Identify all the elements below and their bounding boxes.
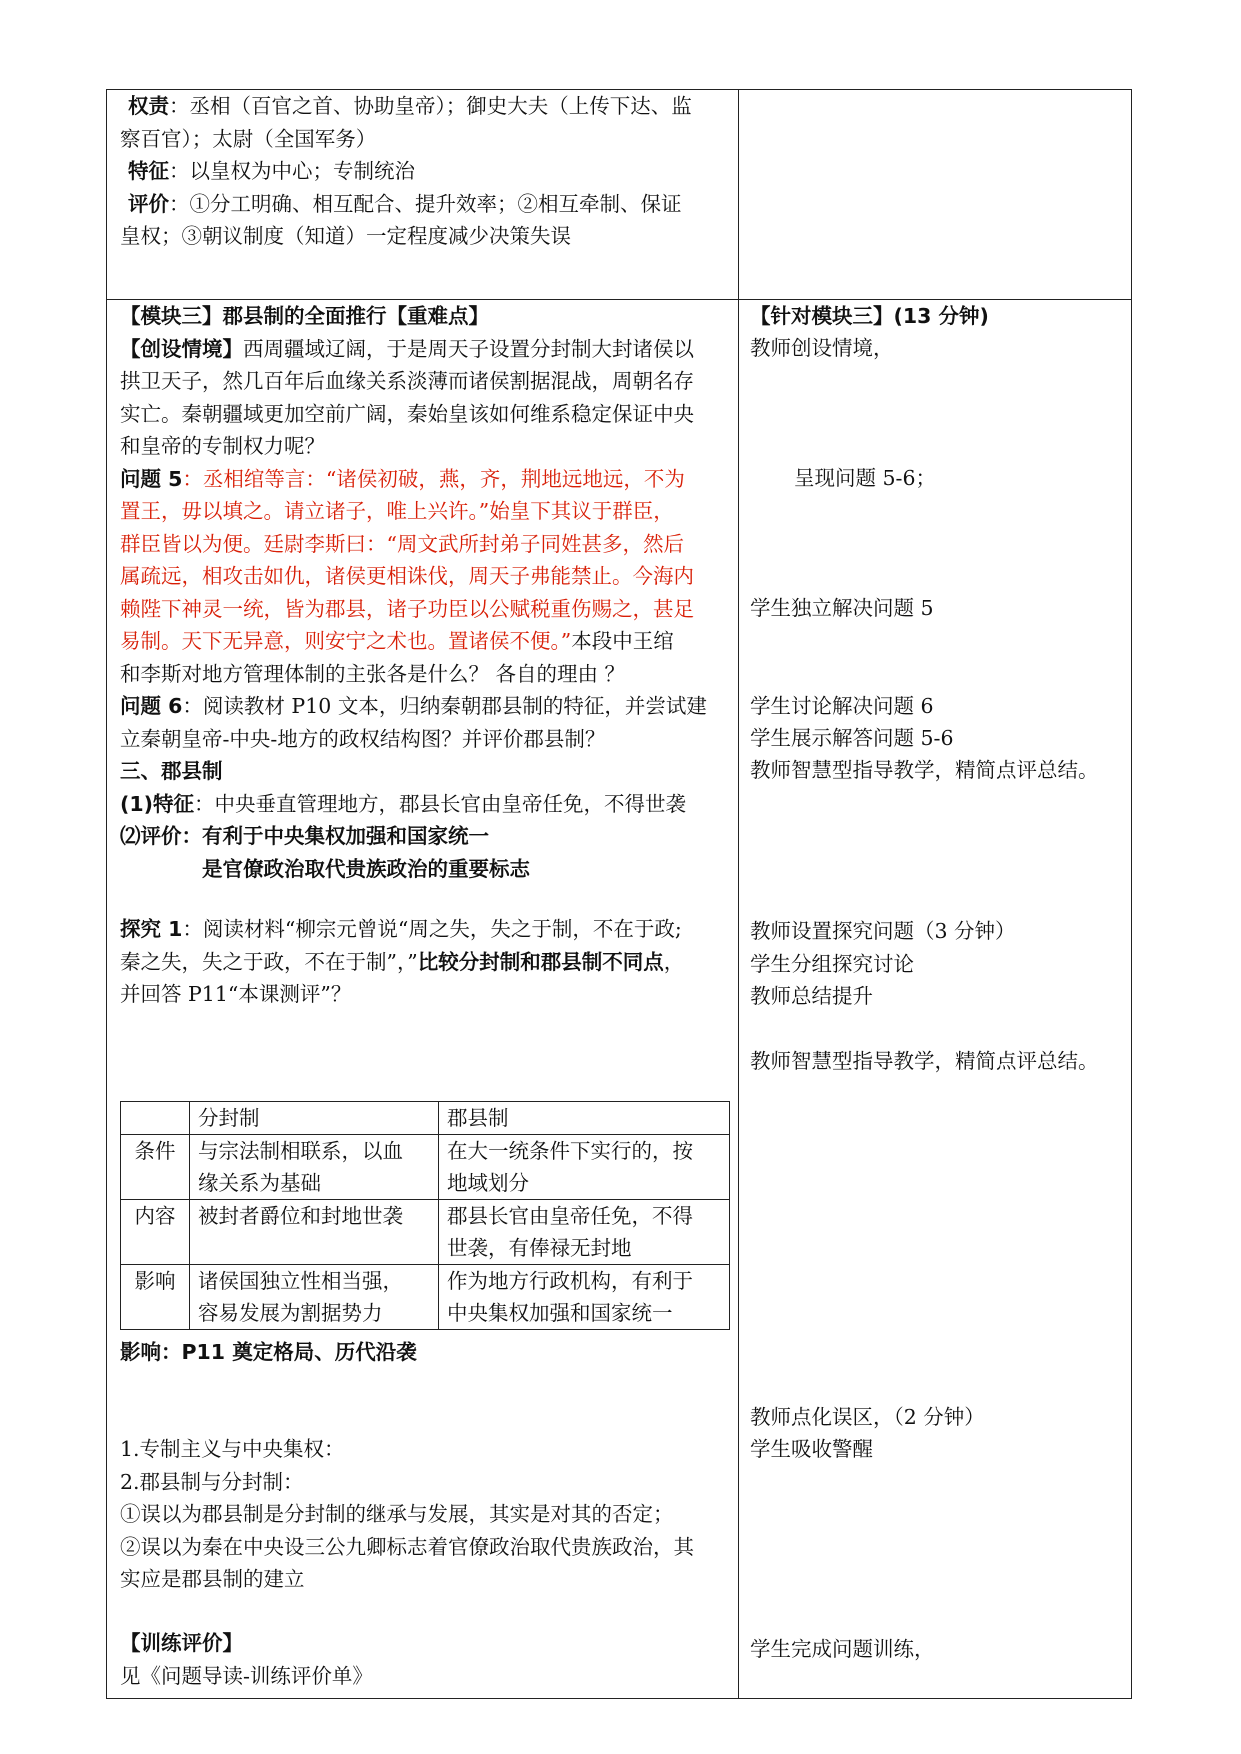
text: ：以皇权为中心；专制统治 — [169, 159, 415, 183]
table-cell: 与宗法制相联系，以血 缘关系为基础 — [190, 1135, 439, 1200]
text: 学生讨论解决问题 6 — [750, 694, 934, 718]
table-row — [121, 1200, 730, 1265]
text: 学生完成问题训练， — [750, 1637, 935, 1661]
label-features: 特征 — [128, 159, 169, 183]
text: 本段中王绾 — [571, 629, 674, 653]
text: 学生吸收警醒 — [750, 1437, 873, 1461]
table-row-label: 条件 — [121, 1135, 190, 1200]
question5-label: 问题 5 — [120, 466, 183, 491]
evaluation-label: ⑵评价： — [120, 824, 202, 848]
section3-title: 三、郡县制 — [120, 759, 223, 783]
text: 赖陛下神灵一统，皆为郡县，诸子功臣以公赋税重伤赐之，甚足 — [120, 596, 694, 621]
question6-label: 问题 6 — [120, 694, 183, 718]
text: ：阅读材料“柳宗元曾说“周之失，失之于制，不在于政; — [182, 917, 682, 941]
table-header-cell: 郡县制 — [439, 1102, 730, 1135]
table-header-cell: 分封制 — [190, 1102, 439, 1135]
text: 2.郡县制与分封制： — [120, 1469, 304, 1494]
comparison-table — [120, 1101, 730, 1330]
label-duties: 权责 — [128, 94, 169, 118]
text: 并回答 P11“本课测评”？ — [120, 982, 352, 1006]
text: 实应是郡县制的建立 — [120, 1567, 305, 1591]
text: 立秦朝皇帝-中央-地方的政权结构图？并评价郡县制？ — [120, 726, 606, 751]
text: 比较分封制和郡县制不同点 — [417, 949, 664, 974]
training-section — [120, 1627, 730, 1692]
label-evaluation: 评价 — [128, 191, 169, 216]
table-cell: 诸侯国独立性相当强， 容易发展为割据势力 — [190, 1265, 439, 1330]
table-row — [121, 1102, 730, 1135]
table-cell: 在大一统条件下实行的，按 地域划分 — [439, 1135, 730, 1200]
text: 拱卫天子，然几百年后血缘关系淡薄而诸侯割据混战，周朝名存 — [120, 369, 694, 393]
text: 是官僚政治取代贵族政治的重要标志 — [202, 856, 530, 881]
text: 教师点化误区，（2 分钟） — [750, 1405, 985, 1429]
feature-label: (1)特征 — [120, 791, 195, 816]
text: 属疏远，相攻击如仇，诸侯更相诛伐，周天子弗能禁止。今海内 — [120, 564, 694, 588]
table-row-label: 内容 — [121, 1200, 190, 1265]
text: ：①分工明确、相互配合、提升效率；②相互牵制、保证 — [169, 191, 682, 216]
table-cell: 作为地方行政机构，有利于 中央集权加强和国家统一 — [439, 1265, 730, 1330]
misconceptions-section — [120, 1433, 730, 1596]
text: ：丞相绾等言：“诸侯初破，燕，齐，荆地远地远，不为 — [182, 466, 685, 491]
text: 教师智慧型指导教学，精简点评总结。 — [750, 1049, 1099, 1073]
inquiry-section — [120, 913, 730, 1011]
table-row — [121, 1265, 730, 1330]
text: 教师智慧型指导教学，精简点评总结。 — [750, 758, 1099, 782]
text: ， — [663, 949, 685, 974]
inquiry-label: 探究 1 — [120, 917, 183, 941]
text: 见《问题导读-训练评价单》 — [120, 1663, 373, 1688]
text: 学生分组探究讨论 — [750, 952, 914, 976]
text: ：丞相（百官之首、协助皇帝）；御史大夫（上传下达、监 — [169, 94, 692, 118]
text: 学生展示解答问题 5-6 — [750, 726, 954, 750]
table-row — [121, 1135, 730, 1200]
impact-line — [120, 1336, 730, 1369]
text: 和皇帝的专制权力呢？ — [120, 434, 325, 458]
scenario-label: 【创设情境】 — [120, 336, 243, 361]
text: 易制。天下无异意，则安宁之术也。置诸侯不便。” — [120, 629, 572, 653]
text: 置王，毋以填之。请立诸子，唯上兴许。”始皇下其议于群臣， — [120, 499, 674, 523]
module3-section — [120, 300, 730, 885]
text: ②误以为秦在中央设三公九卿标志着官僚政治取代贵族政治，其 — [120, 1534, 694, 1559]
text: 教师创设情境， — [750, 336, 894, 360]
text: 有利于中央集权加强和国家统一 — [202, 824, 489, 848]
table-cell: 被封者爵位和封地世袭 — [190, 1200, 439, 1265]
text: 学生独立解决问题 5 — [750, 596, 934, 620]
text: 影响：P11 奠定格局、历代沿袭 — [120, 1340, 417, 1364]
table-cell: 郡县长官由皇帝任免，不得 世袭，有俸禄无封地 — [439, 1200, 730, 1265]
text: ：中央垂直管理地方，郡县长官由皇帝任免，不得世袭 — [194, 791, 687, 816]
text: ①误以为郡县制是分封制的继承与发展，其实是对其的否定； — [120, 1502, 674, 1526]
text: 皇权；③朝议制度（知道）一定程度减少决策失误 — [120, 224, 571, 248]
text: 察百官）；太尉（全国军务） — [120, 126, 377, 151]
text: 1.专制主义与中央集权： — [120, 1437, 345, 1461]
text: 实亡。秦朝疆域更加空前广阔，秦始皇该如何维系稳定保证中央 — [120, 401, 694, 426]
text: 群臣皆以为便。廷尉李斯曰：“周文武所封弟子同姓甚多，然后 — [120, 531, 684, 556]
text: 秦之失，失之于政，不在于制”，” — [120, 949, 418, 974]
table-row-label: 影响 — [121, 1265, 190, 1330]
table-header-cell — [121, 1102, 190, 1135]
teacher-notes-title: 【针对模块三】(13 分钟) — [750, 304, 989, 328]
training-title: 【训练评价】 — [120, 1631, 243, 1655]
text: 教师总结提升 — [750, 984, 873, 1008]
text: ：阅读教材 P10 文本，归纳秦朝郡县制的特征，并尝试建 — [182, 694, 707, 718]
text: 教师设置探究问题（3 分钟） — [750, 919, 1016, 943]
text: 和李斯对地方管理体制的主张各是什么？ 各自的理由 ？ — [120, 661, 626, 686]
module3-title: 【模块三】郡县制的全面推行【重难点】 — [120, 304, 489, 328]
text: 西周疆域辽阔，于是周天子设置分封制大封诸侯以 — [243, 336, 694, 361]
column-divider — [738, 89, 739, 1699]
text: 呈现问题 5-6； — [794, 466, 937, 490]
top-section — [120, 90, 738, 253]
